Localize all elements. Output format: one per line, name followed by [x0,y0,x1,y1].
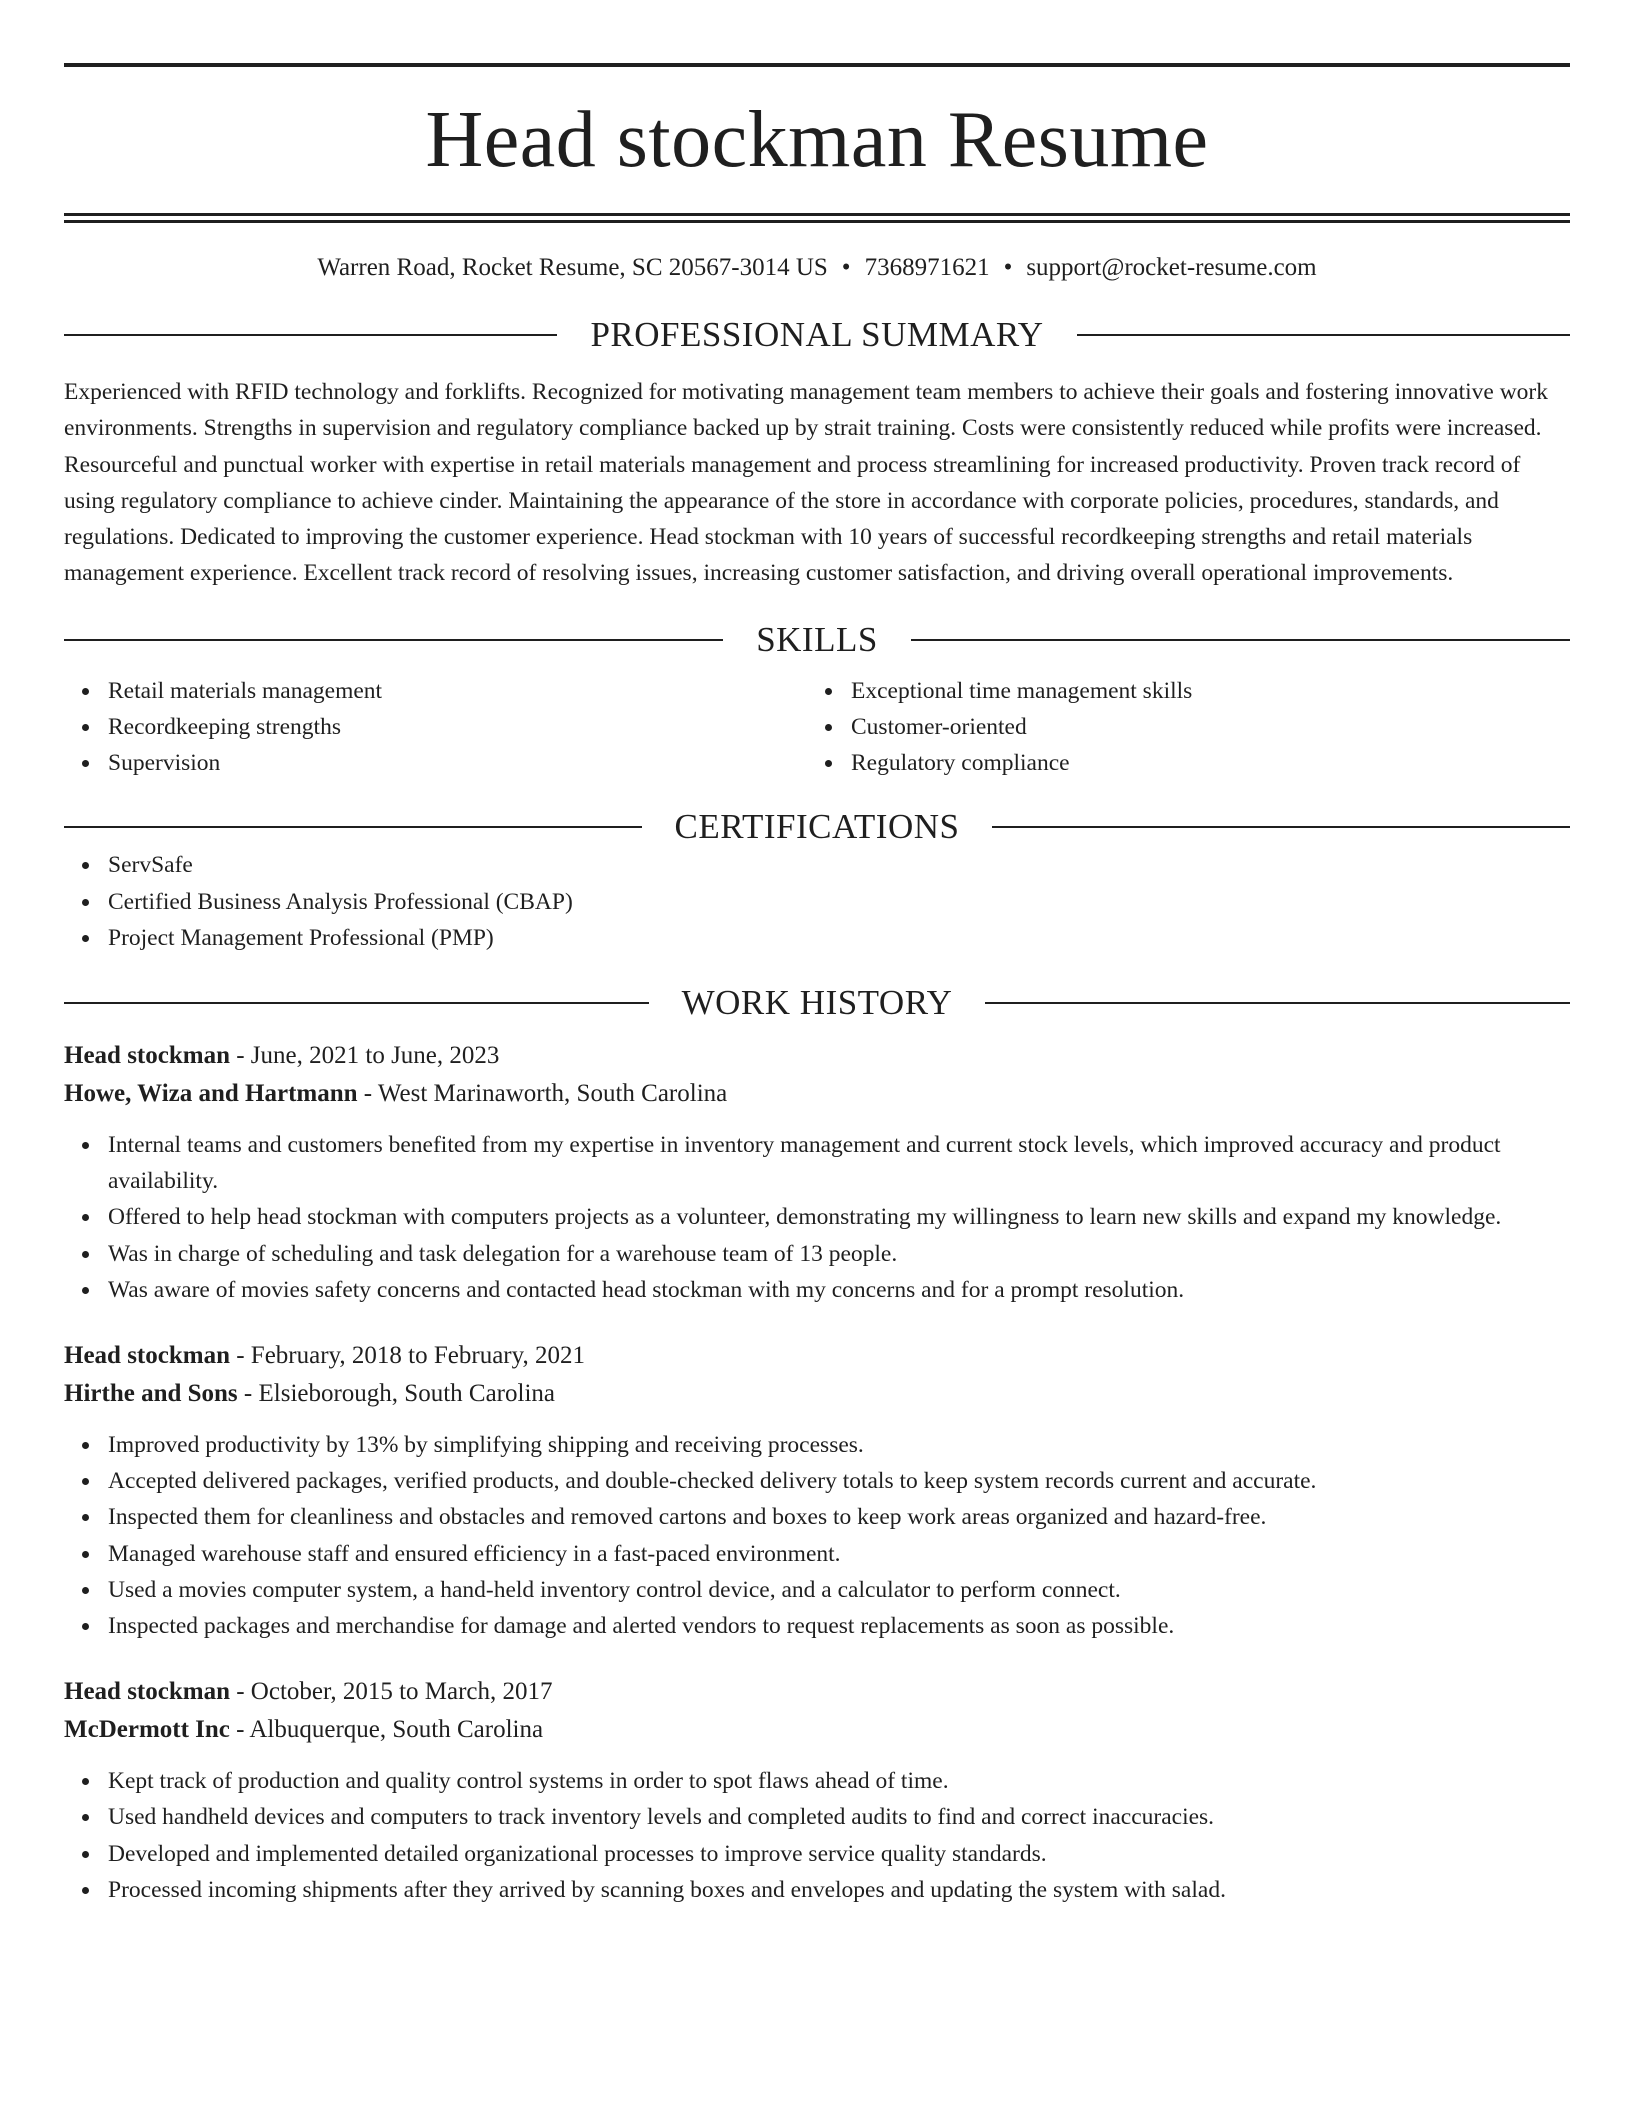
contact-separator: • [841,254,851,281]
job-title-line [64,1337,1570,1375]
list-item: Accepted delivered packages, verified products, and double-checked delivery totals to keep system records current and accurate. [108,1463,1570,1499]
list-item: Inspected packages and merchandise for damage and alerted vendors to request replacements as soon as possible. [108,1608,1570,1644]
job-dates: - June, 2021 to June, 2023 [229,1042,500,1069]
job-company-line [64,1375,1570,1413]
list-item: Processed incoming shipments after they arrived by scanning boxes and envelopes and updating the system with salad. [108,1872,1570,1908]
section-rule [64,334,557,336]
list-item: Recordkeeping strengths [108,709,807,745]
section-title: PROFESSIONAL SUMMARY [590,315,1044,354]
section-rule [911,639,1570,641]
list-item: Customer-oriented [851,709,1550,745]
job-duties-list [64,1427,1570,1644]
list-item: Internal teams and customers benefited from my expertise in inventory management and current stock levels, which improved accuracy and product availability. [108,1127,1570,1199]
job-duties-list [64,1763,1570,1908]
top-rule [64,63,1570,67]
section-rule [64,826,642,828]
list-item: Kept track of production and quality control systems in order to spot flaws ahead of time. [108,1763,1570,1799]
job-title: Head stockman [64,1678,230,1706]
list-item: Was in charge of scheduling and task delegation for a warehouse team of 13 people. [108,1236,1570,1272]
list-item: Project Management Professional (PMP) [108,920,1570,956]
job-company: Howe, Wiza and Hartmann [64,1080,358,1107]
job-company-line [64,1711,1570,1749]
job-title: Head stockman [64,1042,230,1069]
contact-line [64,253,1570,283]
section-rule [64,639,723,641]
job-title-line [64,1673,1570,1711]
list-item: Was aware of movies safety concerns and contacted head stockman with my concerns and for a prompt resolution. [108,1272,1570,1308]
resume-title: Head stockman Resume [425,96,1209,184]
section-heading-summary [64,315,1570,355]
skills-grid [64,673,1570,782]
job-dates: - February, 2018 to February, 2021 [229,1342,586,1370]
section-rule [1077,334,1570,336]
contact-phone: 7368971621 [864,254,990,281]
list-item: Retail materials management [108,673,807,709]
section-heading-certifications [64,807,1570,847]
list-item: Used handheld devices and computers to track inventory levels and completed audits to find and correct inaccuracies. [108,1799,1570,1835]
job-location: - West Marinaworth, South Carolina [357,1080,728,1107]
list-item: Improved productivity by 13% by simplifying shipping and receiving processes. [108,1427,1570,1463]
list-item: Used a movies computer system, a hand-held inventory control device, and a calculator to perform connect. [108,1572,1570,1608]
job-company: Hirthe and Sons [64,1380,238,1408]
summary-paragraph: Experienced with RFID technology and forklifts. Recognized for motivating management team members to achieve their goals and fostering innovative work environments. Strengths in supervision and regulatory compliance backed up by strait training. Costs were consistently reduced while profits were increased. Resourceful and punctual worker with expertise in retail materials management and process streamlining for increased productivity. Proven track record of using regulatory compliance to achieve cinder. Maintaining the appearance of the store in accordance with corporate policies, procedures, standards, and regulations. Dedicated to improving the customer experience. Head stockman with 10 years of successful recordkeeping strengths and retail materials management experience. Excellent track record of resolving issues, increasing customer satisfaction, and driving overall operational improvements. [64,379,1548,587]
section-title: CERTIFICATIONS [674,807,960,847]
job-company: McDermott Inc [64,1716,230,1744]
job-title: Head stockman [64,1342,230,1370]
section-title: SKILLS [756,619,878,659]
job-location: - Albuquerque, South Carolina [229,1716,544,1744]
section-rule [985,1002,1570,1004]
list-item: Managed warehouse staff and ensured efficiency in a fast-paced environment. [108,1536,1570,1572]
section-rule [992,826,1570,828]
job-dates: - October, 2015 to March, 2017 [229,1678,553,1706]
title-double-rule [64,213,1570,223]
list-item: ServSafe [108,847,1570,883]
job-entry [64,1673,1570,1908]
skills-column-left [64,673,807,782]
job-entry [64,1337,1570,1644]
section-title: WORK HISTORY [681,983,953,1022]
skills-list [807,673,1550,782]
list-item: Regulatory compliance [851,745,1550,781]
section-heading-skills [64,620,1570,660]
resume-page [64,0,1570,1908]
job-title-line [64,1037,1570,1075]
job-duties-list [64,1127,1570,1308]
section-rule [64,1002,649,1004]
skills-list [64,673,807,782]
contact-separator: • [1003,254,1013,281]
contact-email: support@rocket-resume.com [1026,254,1317,281]
section-heading-work-history [64,983,1570,1023]
skills-column-right [807,673,1550,782]
list-item: Supervision [108,745,807,781]
list-item: Inspected them for cleanliness and obstacles and removed cartons and boxes to keep work areas organized and hazard-free. [108,1499,1570,1535]
list-item: Exceptional time management skills [851,673,1550,709]
contact-address: Warren Road, Rocket Resume, SC 20567-3014 US [317,254,828,281]
list-item: Certified Business Analysis Professional (CBAP) [108,884,1570,920]
job-entry [64,1037,1570,1308]
list-item: Offered to help head stockman with computers projects as a volunteer, demonstrating my willingness to learn new skills and expand my knowledge. [108,1199,1570,1235]
certifications-list [64,847,1570,956]
list-item: Developed and implemented detailed organizational processes to improve service quality standards. [108,1836,1570,1872]
job-company-line [64,1075,1570,1113]
job-location: - Elsieborough, South Carolina [237,1380,555,1408]
